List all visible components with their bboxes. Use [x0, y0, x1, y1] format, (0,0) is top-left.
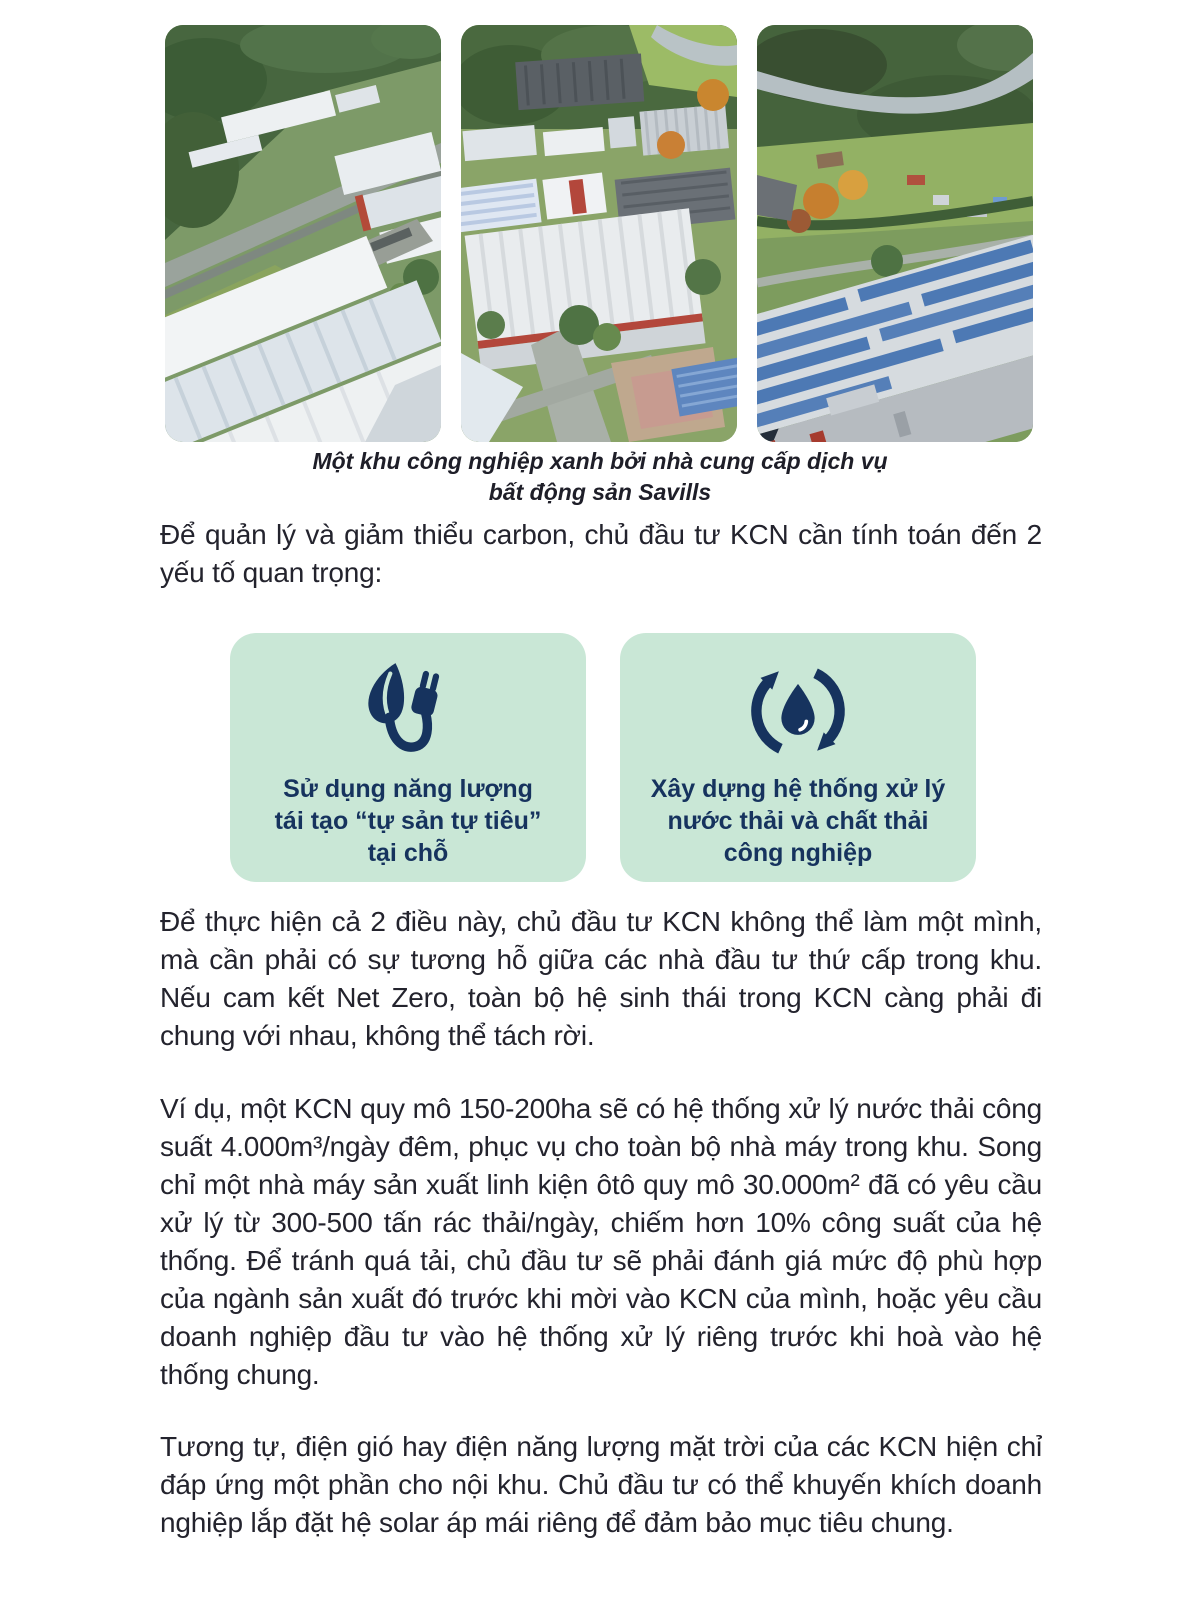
aerial-photo-2 — [461, 25, 737, 442]
photo-caption-line-2: bất động sản Savills — [488, 479, 712, 505]
aerial-photo-3-illustration — [757, 25, 1033, 442]
card-renewable-energy-label: Sử dụng năng lượng tái tạo “tự sản tự tiêu” tại chỗ — [274, 775, 542, 867]
photo-caption-line-1: Một khu công nghiệp xanh bởi nhà cung cấp dịch vụ — [312, 448, 888, 474]
body-paragraph-1: Để thực hiện cả 2 điều này, chủ đầu tư KCN không thể làm một mình, mà cần phải có sự tương hỗ giữa các nhà đầu tư thứ cấp trong khu. Nếu cam kết Net Zero, toàn bộ hệ sinh thái trong KCN càng phải đi chung với nhau, không thể tách rời. — [160, 906, 1042, 1051]
factor-cards — [230, 633, 976, 882]
photo-caption — [0, 446, 1200, 508]
card-waste-treatment — [620, 633, 976, 882]
card-waste-treatment-label: Xây dựng hệ thống xử lý nước thải và chất thải công nghiệp — [650, 775, 946, 867]
water-recycle-icon — [742, 655, 854, 767]
photo-gallery — [165, 25, 1033, 442]
aerial-photo-2-illustration — [461, 25, 737, 442]
leaf-plug-icon — [352, 655, 464, 767]
aerial-photo-3 — [757, 25, 1033, 442]
body-paragraph-3: Tương tự, điện gió hay điện năng lượng mặt trời của các KCN hiện chỉ đáp ứng một phần cho nội khu. Chủ đầu tư có thể khuyến khích doanh nghiệp lắp đặt hệ solar áp mái riêng để đảm bảo mục tiêu chung. — [160, 1431, 1042, 1538]
intro-paragraph: Để quản lý và giảm thiểu carbon, chủ đầu tư KCN cần tính toán đến 2 yếu tố quan trọng: — [160, 519, 1042, 588]
aerial-photo-1-illustration — [165, 25, 441, 442]
aerial-photo-1 — [165, 25, 441, 442]
card-renewable-energy — [230, 633, 586, 882]
body-paragraph-2: Ví dụ, một KCN quy mô 150-200ha sẽ có hệ thống xử lý nước thải công suất 4.000m³/ngày đêm, phục vụ cho toàn bộ nhà máy trong khu. Song chỉ một nhà máy sản xuất linh kiện ôtô quy mô 30.000m² đã có yêu cầu xử lý từ 300-500 tấn rác thải/ngày, chiếm hơn 10% công suất của hệ thống. Để tránh quá tải, chủ đầu tư sẽ phải đánh giá mức độ phù hợp của ngành sản xuất đó trước khi mời vào KCN của mình, hoặc yêu cầu doanh nghiệp đầu tư vào hệ thống xử lý riêng trước khi hoà vào hệ thống chung. — [160, 1093, 1042, 1390]
